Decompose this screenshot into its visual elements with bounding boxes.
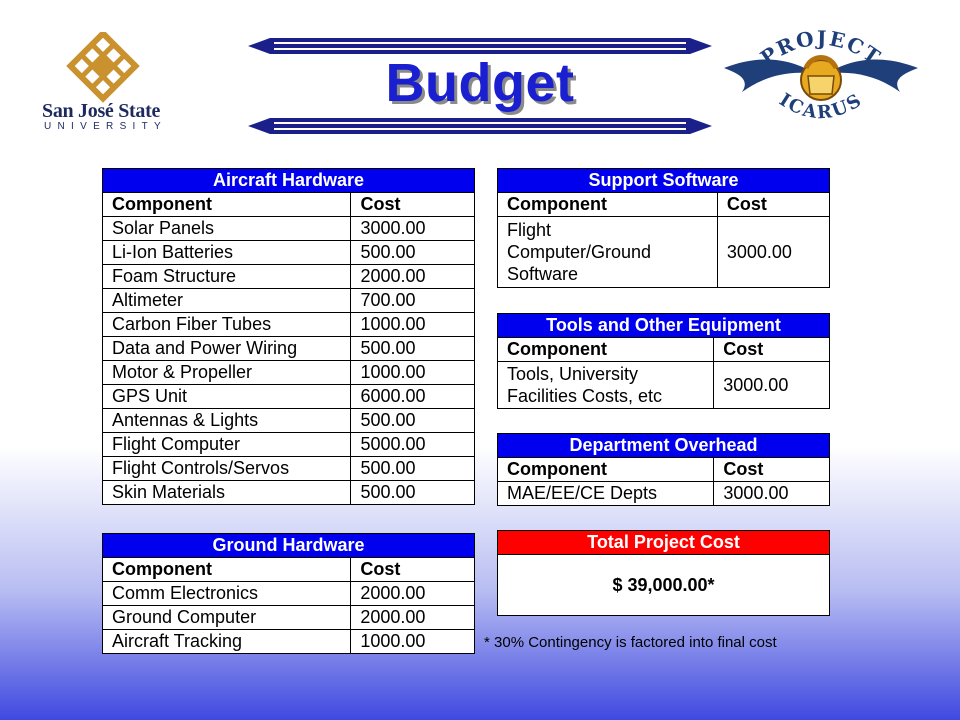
component-cell: Tools, University Facilities Costs, etc (498, 362, 714, 409)
table-row (498, 217, 830, 288)
cost-cell: 3000.00 (717, 217, 829, 288)
component-cell: Comm Electronics (103, 582, 351, 606)
table-row (103, 385, 475, 409)
component-cell: Skin Materials (103, 481, 351, 505)
component-cell: Ground Computer (103, 606, 351, 630)
cost-cell: 1000.00 (351, 630, 475, 654)
cost-cell: 500.00 (351, 337, 475, 361)
table-title: Total Project Cost (498, 531, 830, 555)
component-cell: Solar Panels (103, 217, 351, 241)
table-title: Support Software (498, 169, 830, 193)
cost-cell: 1000.00 (351, 313, 475, 337)
column-header-component: Component (498, 458, 714, 482)
component-cell: Flight Computer/Ground Software (498, 217, 718, 288)
component-cell: Antennas & Lights (103, 409, 351, 433)
component-cell: Flight Computer (103, 433, 351, 457)
column-header-cost: Cost (351, 558, 475, 582)
page-title: Budget (385, 53, 575, 113)
cost-cell: 500.00 (351, 409, 475, 433)
component-cell: GPS Unit (103, 385, 351, 409)
component-cell: Motor & Propeller (103, 361, 351, 385)
department-overhead-table (497, 433, 830, 506)
table-row (103, 241, 475, 265)
table-row (103, 606, 475, 630)
column-header-component: Component (498, 338, 714, 362)
university-subtitle: UNIVERSITY (44, 121, 168, 132)
table-row (103, 481, 475, 505)
component-cell: Data and Power Wiring (103, 337, 351, 361)
component-cell: Altimeter (103, 289, 351, 313)
cost-cell: 2000.00 (351, 606, 475, 630)
total-cost-table (497, 530, 830, 616)
table-row (103, 313, 475, 337)
table-row (498, 482, 830, 506)
cost-cell: 2000.00 (351, 265, 475, 289)
table-row (103, 337, 475, 361)
table-title: Department Overhead (498, 434, 830, 458)
component-cell: Flight Controls/Servos (103, 457, 351, 481)
column-header-component: Component (498, 193, 718, 217)
column-header-cost: Cost (351, 193, 475, 217)
table-title: Aircraft Hardware (103, 169, 475, 193)
component-cell: MAE/EE/CE Depts (498, 482, 714, 506)
component-cell: Foam Structure (103, 265, 351, 289)
component-cell: Li-Ion Batteries (103, 241, 351, 265)
contingency-footnote: * 30% Contingency is factored into final cost (484, 634, 777, 651)
cost-cell: 3000.00 (714, 362, 830, 409)
table-row (103, 409, 475, 433)
total-cost-value: $ 39,000.00* (498, 555, 830, 616)
logo-icarus-text: ICARUS (775, 89, 867, 124)
column-header-component: Component (103, 193, 351, 217)
component-cell: Aircraft Tracking (103, 630, 351, 654)
table-row (103, 457, 475, 481)
table-title: Tools and Other Equipment (498, 314, 830, 338)
table-row (103, 217, 475, 241)
cost-cell: 700.00 (351, 289, 475, 313)
ground-hardware-table (102, 533, 475, 654)
university-name: San José State (42, 100, 161, 122)
cost-cell: 3000.00 (351, 217, 475, 241)
cost-cell: 3000.00 (714, 482, 830, 506)
cost-cell: 5000.00 (351, 433, 475, 457)
table-row (103, 289, 475, 313)
column-header-component: Component (103, 558, 351, 582)
cost-cell: 2000.00 (351, 582, 475, 606)
support-software-table (497, 168, 830, 288)
aircraft-hardware-table (102, 168, 475, 505)
cost-cell: 500.00 (351, 241, 475, 265)
logo-project-text: PROJECT (755, 25, 887, 70)
column-header-cost: Cost (717, 193, 829, 217)
project-icarus-logo (720, 18, 922, 138)
table-row (103, 433, 475, 457)
table-row (103, 265, 475, 289)
cost-cell: 500.00 (351, 457, 475, 481)
cost-cell: 1000.00 (351, 361, 475, 385)
component-cell: Carbon Fiber Tubes (103, 313, 351, 337)
table-row (103, 582, 475, 606)
table-row (498, 362, 830, 409)
tools-equipment-table (497, 313, 830, 409)
table-row (103, 361, 475, 385)
cost-cell: 6000.00 (351, 385, 475, 409)
table-title: Ground Hardware (103, 534, 475, 558)
table-row (103, 630, 475, 654)
column-header-cost: Cost (714, 338, 830, 362)
decorative-bar-bottom (248, 118, 712, 134)
column-header-cost: Cost (714, 458, 830, 482)
cost-cell: 500.00 (351, 481, 475, 505)
